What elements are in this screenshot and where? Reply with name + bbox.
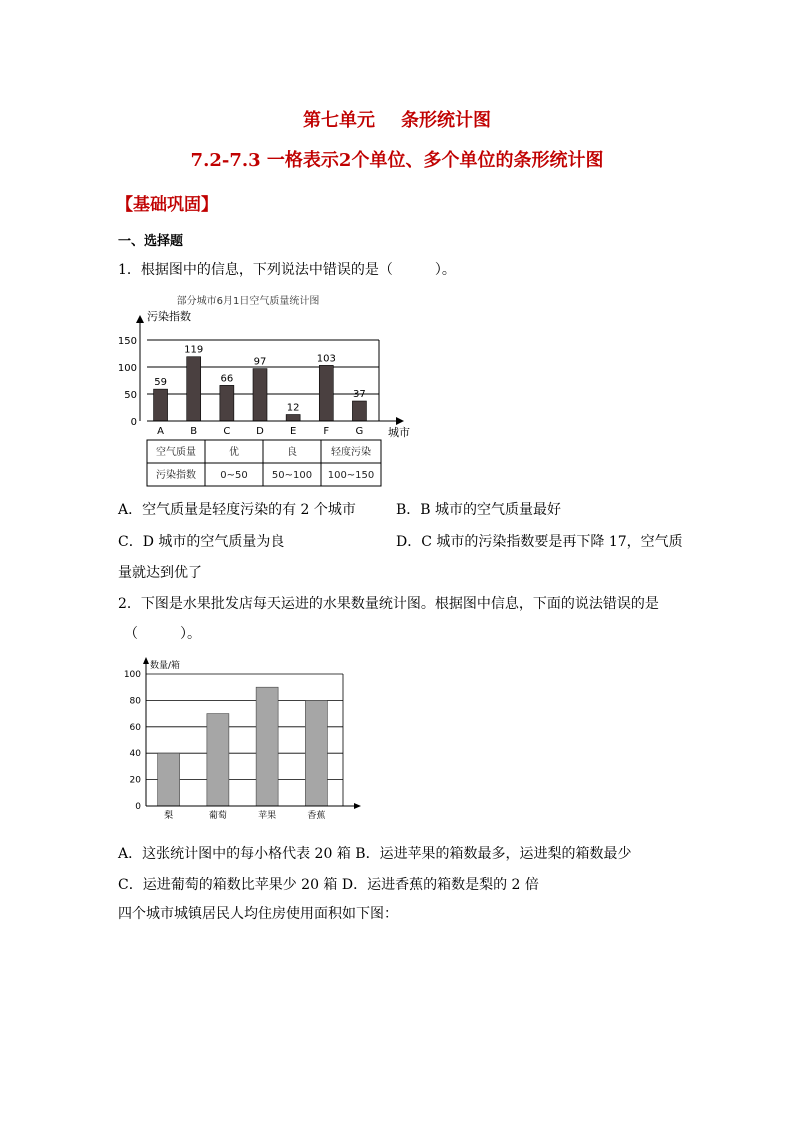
- chart2-bar: [158, 753, 180, 806]
- chart1-xtick-label: A: [157, 426, 164, 437]
- unit-subject-text: 条形统计图: [401, 110, 491, 131]
- q1-option-c: C．D 城市的空气质量为良: [118, 534, 285, 550]
- q1-stem: 1．根据图中的信息，下列说法中错误的是（ ）。: [118, 262, 456, 278]
- chart2-ytick-label: 100: [123, 670, 141, 680]
- chart1-ytick-label: 50: [124, 390, 137, 401]
- q2-stem-line1: 2．下图是水果批发店每天运进的水果数量统计图。根据图中信息，下面的说法错误的是: [118, 596, 659, 612]
- chart1-data-label: 103: [316, 353, 336, 365]
- q1-option-a: A．空气质量是轻度污染的有 2 个城市: [118, 502, 356, 518]
- chart1-bar: [352, 401, 366, 421]
- chart1-table-cell: 50~100: [271, 470, 313, 481]
- q2-stem-line2: （ ）。: [124, 626, 201, 642]
- unit-title-text: 第七单元: [303, 110, 375, 131]
- chart1-table-cell: 0~50: [220, 470, 248, 481]
- chart1-ylabel: 污染指数: [147, 310, 191, 323]
- chart2-ytick-label: 60: [129, 722, 141, 733]
- chart1-ytick-label: 0: [130, 417, 137, 428]
- chart1-table-cell: 空气质量: [156, 447, 196, 458]
- chart2-xtick-label: 香蕉: [307, 811, 326, 821]
- chart1-xtick-label: C: [223, 426, 231, 437]
- q1-option-d-line2: 量就达到优了: [118, 565, 202, 581]
- chart1-xtick-label: G: [355, 426, 364, 437]
- q3-intro: 四个城市城镇居民人均住房使用面积如下图：: [118, 906, 398, 922]
- chart1-bar: [187, 357, 201, 421]
- chart2-bar: [207, 714, 229, 806]
- chart1-ytick-label: 100: [117, 363, 137, 374]
- chart1-data-label: 119: [184, 344, 204, 356]
- chart1-data-label: 59: [154, 377, 167, 389]
- chart1-bar: [253, 369, 267, 421]
- chart2-xtick-label: 梨: [164, 811, 174, 821]
- chart1-title: 部分城市6月1日空气质量统计图: [176, 296, 320, 307]
- section-title: 【基础巩固】: [116, 195, 218, 215]
- chart2-xtick-label: 葡萄: [208, 811, 227, 821]
- chart2-bar: [256, 687, 278, 806]
- chart2-ytick-label: 0: [135, 802, 141, 812]
- chart1-bar: [319, 365, 333, 421]
- chart2-ytick-label: 80: [129, 696, 141, 707]
- chart1-table-cell: 100~150: [327, 470, 375, 481]
- chart2-bar: [305, 700, 327, 806]
- chart1-data-label: 12: [286, 402, 300, 414]
- chart1-table-cell: 良: [287, 447, 297, 458]
- chart1-ytick-label: 150: [117, 336, 137, 347]
- air-quality-chart: [117, 285, 420, 485]
- chart2-ylabel: 数量/箱: [150, 661, 181, 671]
- fruit-chart: [120, 650, 370, 830]
- chart1-bar: [286, 415, 300, 421]
- chart1-xtick-label: D: [256, 426, 264, 437]
- chart1-table-cell: 污染指数: [156, 470, 196, 481]
- chart1-xlabel: 城市: [388, 426, 410, 439]
- part-title: 一、选择题: [118, 234, 184, 249]
- chart1-bar: [220, 385, 234, 421]
- chart1-bar: [154, 389, 168, 421]
- chart1-data-label: 97: [253, 356, 267, 368]
- chart1-table-cell: 轻度污染: [331, 447, 371, 458]
- chart1-xtick-label: B: [190, 426, 198, 437]
- lesson-title: 7.2-7.3 一格表示2个单位、多个单位的条形统计图: [190, 150, 604, 171]
- chart1-data-label: 66: [220, 373, 234, 385]
- chart1-xtick-label: F: [323, 426, 330, 437]
- chart1-table-cell: 优: [229, 447, 239, 458]
- chart2-ytick-label: 40: [129, 749, 141, 760]
- chart2-xtick-label: 苹果: [258, 811, 277, 821]
- q2-options-cd: C．运进葡萄的箱数比苹果少 20 箱 D．运进香蕉的箱数是梨的 2 倍: [118, 877, 539, 893]
- chart1-xtick-label: E: [289, 426, 297, 437]
- unit-title: [0, 106, 794, 132]
- q1-option-b: B．B 城市的空气质量最好: [396, 502, 562, 518]
- q2-options-ab: A．这张统计图中的每小格代表 20 箱 B．运进苹果的箱数最多，运进梨的箱数最少: [118, 846, 632, 862]
- chart1-data-label: 37: [353, 389, 366, 401]
- chart2-ytick-label: 20: [129, 775, 141, 786]
- q1-option-d-line1: D．C 城市的污染指数要是再下降 17，空气质: [396, 534, 683, 550]
